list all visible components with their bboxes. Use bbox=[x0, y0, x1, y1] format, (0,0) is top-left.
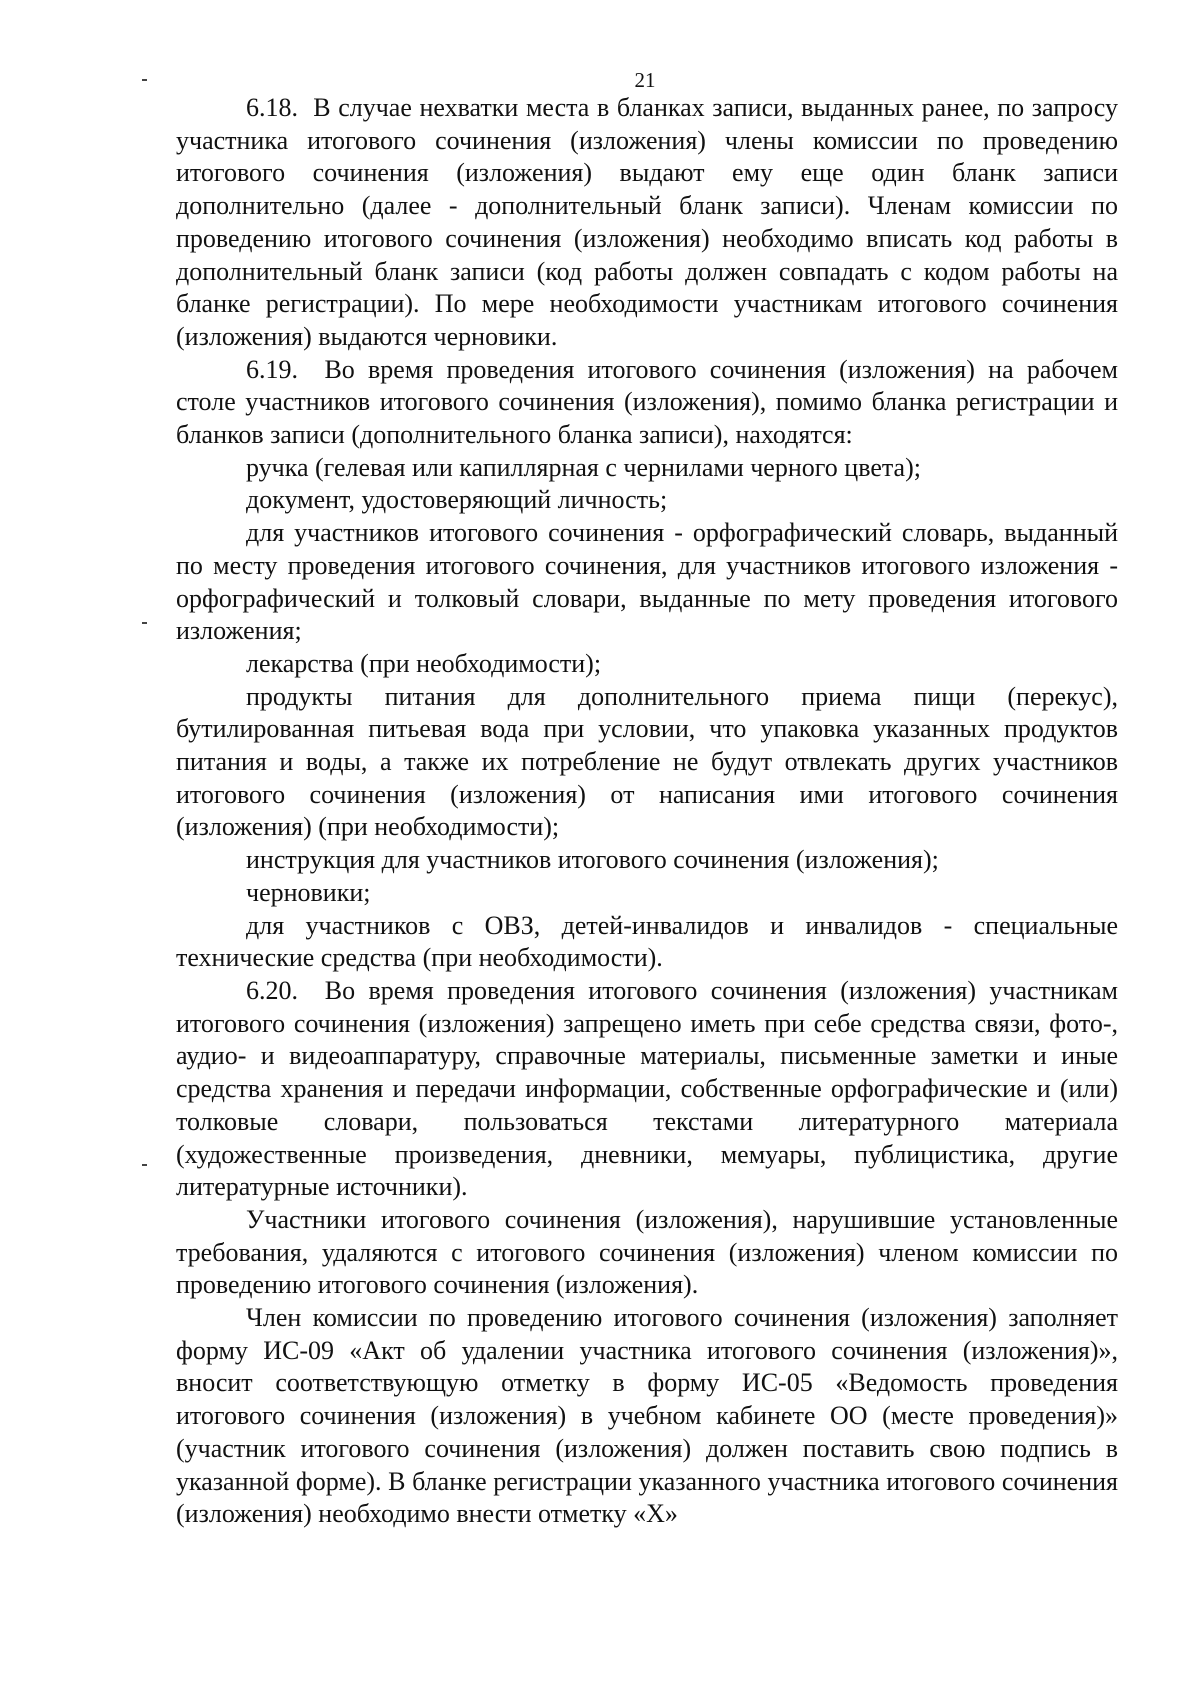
list-item-instruction: инструкция для участников итогового сочинения (изложения); bbox=[246, 845, 939, 875]
list-item-food-water: продукты питания для дополнительного приема пищи (перекус), бутилированная питьевая вода при условии, что упаковка указанных продуктов питания и воды, а также их потребление не будут отвлекать других участников итогового сочинения (изложения) от написания ими итогового сочинения (изложения) (при необходимости); bbox=[176, 681, 1118, 842]
scan-margin-mark bbox=[142, 1164, 147, 1166]
list-item-technical-means: для участников с ОВЗ, детей-инвалидов и инвалидов - специальные технические средства (при необходимости). bbox=[176, 910, 1118, 973]
scan-margin-mark bbox=[142, 622, 147, 624]
list-item-id-document: документ, удостоверяющий личность; bbox=[246, 485, 668, 515]
paragraph-commission-member: Член комиссии по проведению итогового сочинения (изложения) заполняет форму ИС-09 «Акт об удалении участника итогового сочинения (изложения)», вносит соответствующую отметку в форму ИС-05 «Ведомость проведения итогового сочинения (изложения) в учебном кабинете ОО (месте проведения)» (участник итогового сочинения (изложения) должен поставить свою подпись в указанной форме). В бланке регистрации указанного участника итогового сочинения (изложения) необходимо внести отметку «Х» bbox=[176, 1303, 1118, 1529]
list-item-medicine: лекарства (при необходимости); bbox=[246, 648, 602, 678]
list-item-drafts: черновики; bbox=[246, 877, 371, 907]
scan-margin-mark bbox=[142, 79, 147, 81]
paragraph-6-18: 6.18. В случае нехватки места в бланках записи, выданных ранее, по запросу участника итогового сочинения (изложения) члены комиссии по проведению итогового сочинения (изложения) выдают ему еще один бланк записи дополнительно (далее - дополнительный бланк записи). Членам комиссии по проведению итогового сочинения (изложения) необходимо вписать код работы в дополнительный бланк записи (код работы должен совпадать с кодом работы на бланке регистрации). По мере необходимости участникам итогового сочинения (изложения) выдаются черновики. bbox=[176, 93, 1118, 351]
list-item-dictionaries: для участников итогового сочинения - орфографический словарь, выданный по месту проведения итогового сочинения, для участников итогового изложения - орфографический и толковый словари, выданные по мету проведения итогового изложения; bbox=[176, 518, 1118, 646]
document-body bbox=[176, 92, 1118, 1531]
paragraph-removal: Участники итогового сочинения (изложения), нарушившие установленные требования, удаляются с итогового сочинения (изложения) членом комиссии по проведению итогового сочинения (изложения). bbox=[176, 1204, 1118, 1300]
paragraph-6-20: 6.20. Во время проведения итогового сочинения (изложения) участникам итогового сочинения (изложения) запрещено иметь при себе средства связи, фото-, аудио- и видеоаппаратуру, справочные материалы, письменные заметки и иные средства хранения и передачи информации, собственные орфографические и (или) толковые словари, пользоваться текстами литературного материала (художественные произведения, дневники, мемуары, публицистика, другие литературные источники). bbox=[176, 975, 1118, 1202]
paragraph-6-19: 6.19. Во время проведения итогового сочинения (изложения) на рабочем столе участников итогового сочинения (изложения), помимо бланка регистрации и бланков записи (дополнительного бланка записи), находятся: bbox=[176, 354, 1118, 450]
page-number: 21 bbox=[634, 68, 656, 92]
list-item-pen: ручка (гелевая или капиллярная с чернилами черного цвета); bbox=[246, 452, 921, 482]
